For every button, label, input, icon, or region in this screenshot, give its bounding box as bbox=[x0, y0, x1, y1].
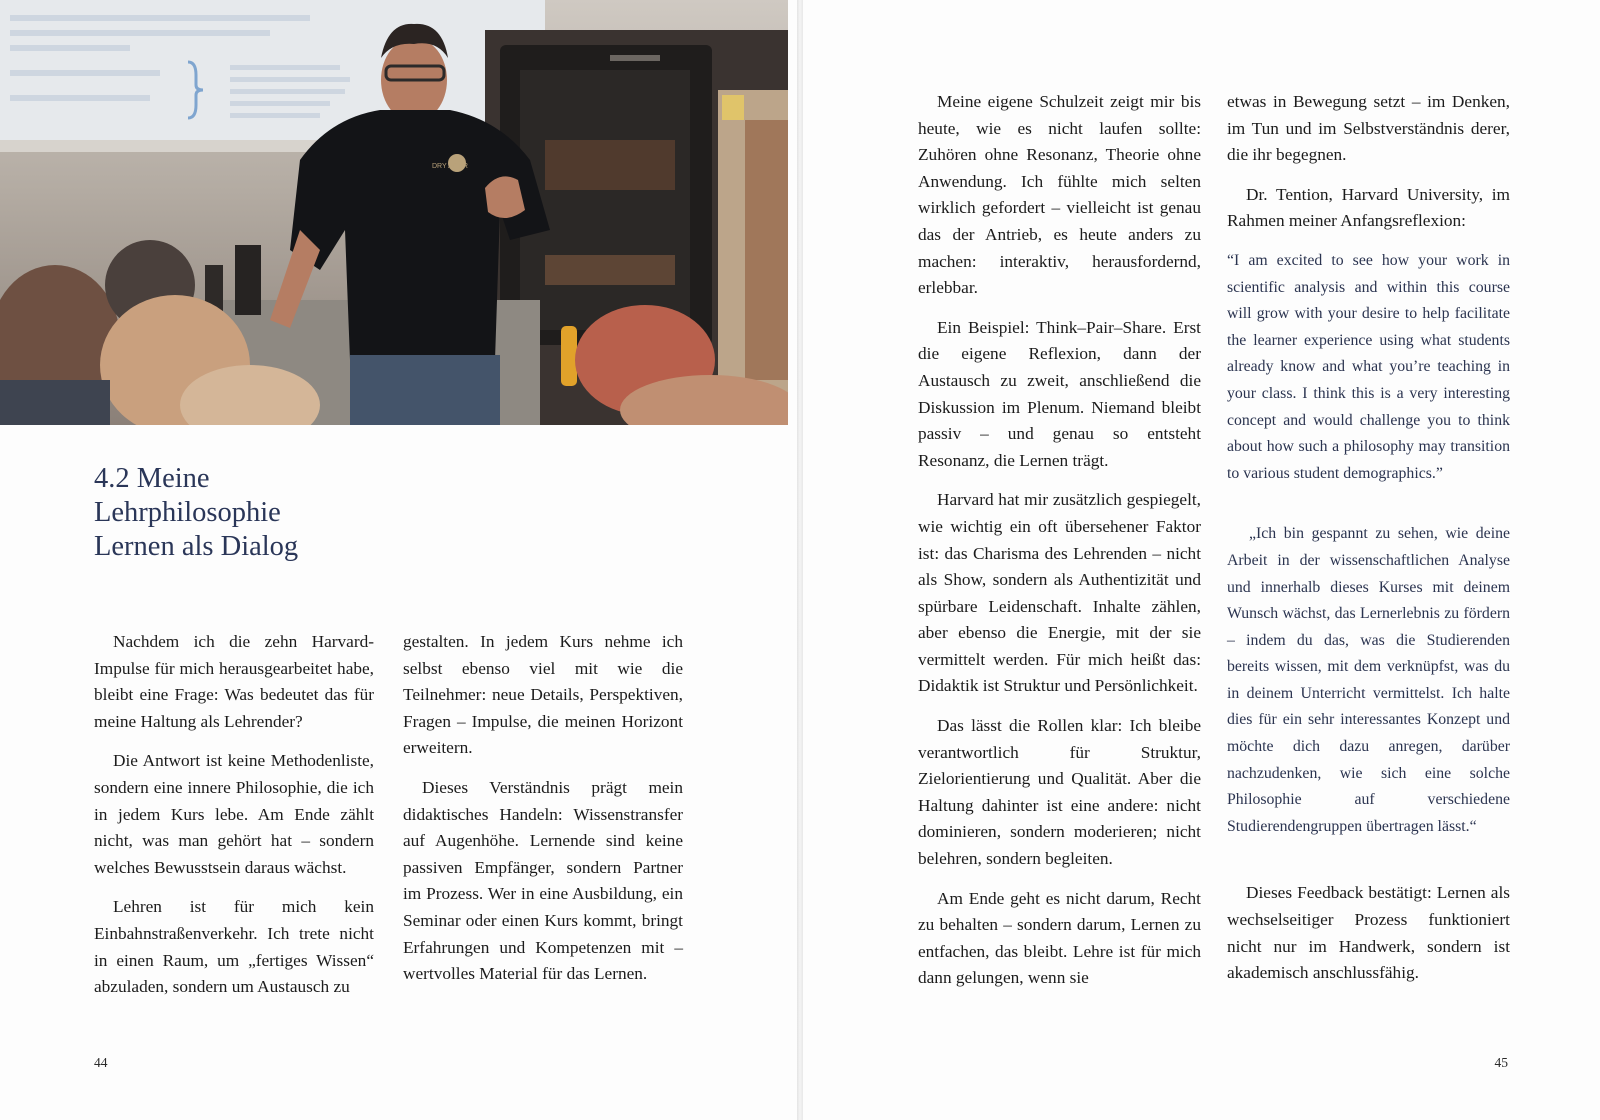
quote-attribution: Dr. Tention, Harvard University, im Rahmen meiner Anfangsreflexion: bbox=[1227, 184, 1510, 231]
paragraph: Harvard hat mir zusätzlich gespiegelt, wie wichtig ein oft übersehener Faktor ist: das Charisma des Lehrenden – nicht als Show, sondern als Authentizität und spürbare Leidenschaft. Inhalte zählen, aber ebenso die Energie, mit der sie vermittelt werden. Für mich heißt das: Didaktik ist Struktur und Persönlichkeit. bbox=[918, 490, 1201, 696]
paragraph: etwas in Bewegung setzt – im Denken, im Tun und im Selbstverständnis derer, die ihr begegnen. bbox=[1227, 92, 1510, 165]
paragraph: Am Ende geht es nicht darum, Recht zu behalten – sondern darum, Lernen zu entfachen, das bleibt. Lehre ist für mich dann gelungen, wenn sie bbox=[918, 888, 1201, 988]
right-column-2 bbox=[1227, 89, 1510, 1000]
heading-line-2: Lehrphilosophie bbox=[94, 497, 281, 528]
lecture-photo bbox=[0, 0, 788, 425]
paragraph: Nachdem ich die zehn Harvard-Impulse für mich herausgearbeitet habe, bleibt eine Frage: Was bedeutet das für meine Haltung als Lehrender? bbox=[94, 632, 374, 731]
quote-english: “I am excited to see how your work in scientific analysis and within this course will grow with your desire to help facilitate the learner experience using what students already know and what you’re teaching in your class. I think this is a very interesting concept and would challenge you to think about how such a philosophy may transition to various student demographics.” bbox=[1227, 251, 1510, 482]
paragraph: Dieses Feedback bestätigt: Lernen als wechselseitiger Prozess funktioniert nicht nur im Handwerk, sondern ist akademisch anschlussfähig. bbox=[1227, 883, 1510, 983]
paragraph: gestalten. In jedem Kurs nehme ich selbst ebenso viel mit wie die Teilnehmer: neue Details, Perspektiven, Fragen – Impulse, die meinen Horizont erweitern. bbox=[403, 632, 683, 758]
left-column-2 bbox=[403, 629, 683, 1001]
right-column-1 bbox=[918, 89, 1201, 1005]
left-column-1 bbox=[94, 629, 374, 1014]
left-page bbox=[0, 0, 797, 1120]
shirt-logo-text: DRY AGER bbox=[432, 163, 468, 170]
quote-german: „Ich bin gespannt zu sehen, wie deine Arbeit in der wissenschaftlichen Analyse und innerhalb dieses Kurses mit deinem Wunsch wächst, das Lernerlebnis zu fördern – indem du das, was die Studierenden bereits wissen, mit dem verknüpfst, was du in deinem Unterricht vermittelst. Ich halte dies für ein sehr interessantes Konzept und möchte dich dazu anregen, darüber nachzudenken, wie sich eine solche Philosophie auf verschiedene Studierendengruppen übertragen lässt.“ bbox=[1227, 525, 1510, 835]
heading-line-3: Lernen als Dialog bbox=[94, 531, 299, 562]
paragraph: Dieses Verständnis prägt mein didaktisches Handeln: Wissenstransfer auf Augenhöhe. Lernende sind keine passiven Empfänger, sondern Partner im Prozess. Wer in eine Ausbildung, ein Seminar oder einen Kurs kommt, bringt Erfahrungen und Kompetenzen mit – wertvolles Material für das Lernen. bbox=[403, 777, 683, 984]
heading-line-1: 4.2 Meine bbox=[94, 463, 210, 494]
paragraph: Die Antwort ist keine Methodenliste, sondern eine innere Philosophie, die ich in jedem Kurs lebe. Am Ende zählt nicht, was man gehört hat – sondern welches Bewusstsein daraus wächst. bbox=[94, 751, 374, 877]
section-heading bbox=[94, 462, 494, 564]
paragraph: Ein Beispiel: Think–Pair–Share. Erst die eigene Reflexion, dann der Austausch zu zweit, anschließend die Diskussion im Plenum. Niemand bleibt passiv – und genau so entsteht Resonanz, die Lernen trägt. bbox=[918, 317, 1201, 470]
paragraph: Lehren ist für mich kein Einbahnstraßenverkehr. Ich trete nicht in einen Raum, um „fertiges Wissen“ abzuladen, sondern um Austausch zu bbox=[94, 897, 374, 997]
page-number-left: 44 bbox=[94, 1055, 108, 1070]
paragraph: Meine eigene Schulzeit zeigt mir bis heute, wie es nicht laufen sollte: Zuhören ohne Resonanz, Theorie ohne Anwendung. Ich fühlte mich selten wirklich gefordert – vielleicht ist genau das der Antrieb, es heute anders zu machen: interaktiv, herausfordernd, erlebbar. bbox=[918, 92, 1201, 298]
lecture-photo-illustration bbox=[0, 0, 788, 425]
right-page bbox=[803, 0, 1600, 1120]
paragraph: Das lässt die Rollen klar: Ich bleibe verantwortlich für Struktur, Zielorientierung und Qualität. Aber die Haltung dahinter ist eine andere: nicht dominieren, sondern moderieren; nicht belehren, sondern begleiten. bbox=[918, 716, 1201, 869]
page-number-right: 45 bbox=[1494, 1055, 1508, 1070]
